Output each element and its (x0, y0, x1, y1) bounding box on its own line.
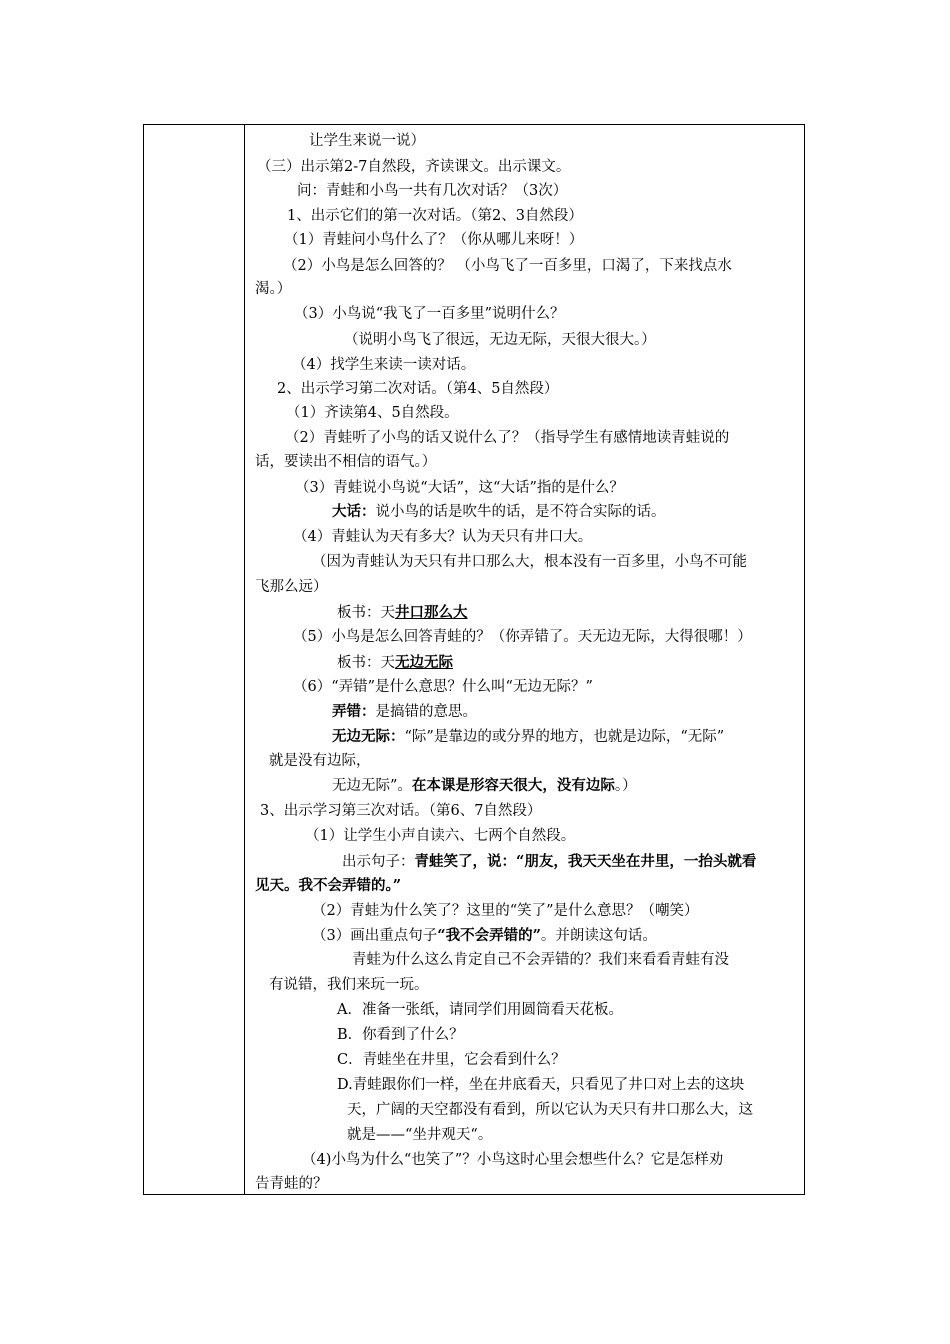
text-line: 就是——“坐井观天“。 (347, 1127, 493, 1143)
board-note-1: 板书：天井口那么大 (337, 604, 468, 621)
text-line: （4）找学生来读一读对话。 (292, 357, 476, 373)
text-line: （3）小鸟说“我飞了一百多里”说明什么？ (294, 306, 565, 322)
text-line: （6）“弄错”是什么意思？什么叫“无边无际？” (293, 679, 593, 695)
text-line: 天，广阔的天空都没有看到，所以它认为天只有井口那么大，这 (347, 1102, 753, 1118)
text-line: 告青蛙的？ (255, 1176, 328, 1192)
text-line: C．青蛙坐在井里，它会看到什么？ (337, 1052, 566, 1068)
text-line: 问：青蛙和小鸟一共有几次对话？（3次） (297, 183, 568, 199)
text-line: （4）青蛙认为天有多大？认为天只有井口大。 (293, 529, 593, 545)
text-line: 有说错，我们来玩一玩。 (269, 977, 429, 993)
lesson-content (245, 125, 804, 1194)
text-line: （3）画出重点句子“我不会弄错的”。并朗读这句话。 (312, 927, 657, 944)
text-line: （三）出示第2-7自然段，齐读课文。出示课文。 (257, 159, 571, 175)
lesson-table (143, 124, 805, 1195)
text-line: （2）青蛙听了小鸟的话又说什么了？（指导学生有感情地读青蛙说的 (285, 430, 730, 446)
text-line: （5）小鸟是怎么回答青蛙的？（你弄错了。天无边无际，大得很哪！） (293, 629, 752, 645)
text-line: 1、出示它们的第一次对话。（第2、3自然段） (287, 208, 583, 224)
text-line: （1）青蛙问小鸟什么了？（你从哪儿来呀！） (284, 232, 584, 248)
text-line: 飞那么远） (255, 579, 328, 595)
text-line: 无边无际”。在本课是形容天很大，没有边际。） (332, 777, 637, 794)
text-line: 话，要读出不相信的语气。） (255, 454, 437, 470)
text-line: 3、出示学习第三次对话。（第6、7自然段） (260, 803, 542, 819)
text-line: （3）青蛙说小鸟说“大话”，这“大话”指的是什么？ (295, 480, 624, 496)
text-line: 大话：说小鸟的话是吹牛的话，是不符合实际的话。 (332, 503, 666, 520)
text-line: 见天。我不会弄错的。” (255, 877, 402, 894)
text-line: 弄错：是搞错的意思。 (332, 703, 477, 720)
text-line: （1）齐读第4、5自然段。 (286, 405, 459, 421)
text-line: 渴。） (255, 281, 292, 297)
text-line: （1）让学生小声自读六、七两个自然段。 (305, 828, 576, 844)
text-line: 出示句子：青蛙笑了，说：“朋友，我天天坐在井里，一抬头就看 (342, 853, 757, 870)
text-line: （因为青蛙认为天只有井口那么大，根本没有一百多里，小鸟不可能 (312, 554, 747, 570)
text-line: 2、出示学习第二次对话。（第4、5自然段） (277, 381, 559, 397)
text-line: A．准备一张纸，请同学们用圆筒看天花板。 (337, 1002, 623, 1018)
text-line: （4)小鸟为什么“也笑了”？小鸟这时心里会想些什么？它是怎样劝 (302, 1152, 724, 1168)
text-line: 无边无际：“际”是靠边的或分界的地方，也就是边际，“无际” (332, 728, 725, 745)
text-line: （2）小鸟是怎么回答的？ （小鸟飞了一百多里，口渴了，下来找点水 (283, 258, 732, 274)
text-line: （2）青蛙为什么笑了？这里的“笑了”是什么意思？（嘲笑） (312, 903, 699, 919)
text-line: 就是没有边际， (269, 753, 371, 769)
text-line: 青蛙为什么这么肯定自己不会弄错的？我们来看看青蛙有没 (352, 952, 729, 968)
text-line: B．你看到了什么？ (337, 1027, 464, 1043)
term-dahua: 大话： (332, 503, 376, 520)
text-line: （说明小鸟飞了很远，无边无际，天很大很大。） (344, 332, 656, 348)
text-line: 让学生来说一说） (309, 133, 425, 149)
board-note-2: 板书：天无边无际 (337, 654, 453, 671)
text-line: D.青蛙跟你们一样，坐在井底看天，只看见了井口对上去的这块 (337, 1077, 745, 1093)
